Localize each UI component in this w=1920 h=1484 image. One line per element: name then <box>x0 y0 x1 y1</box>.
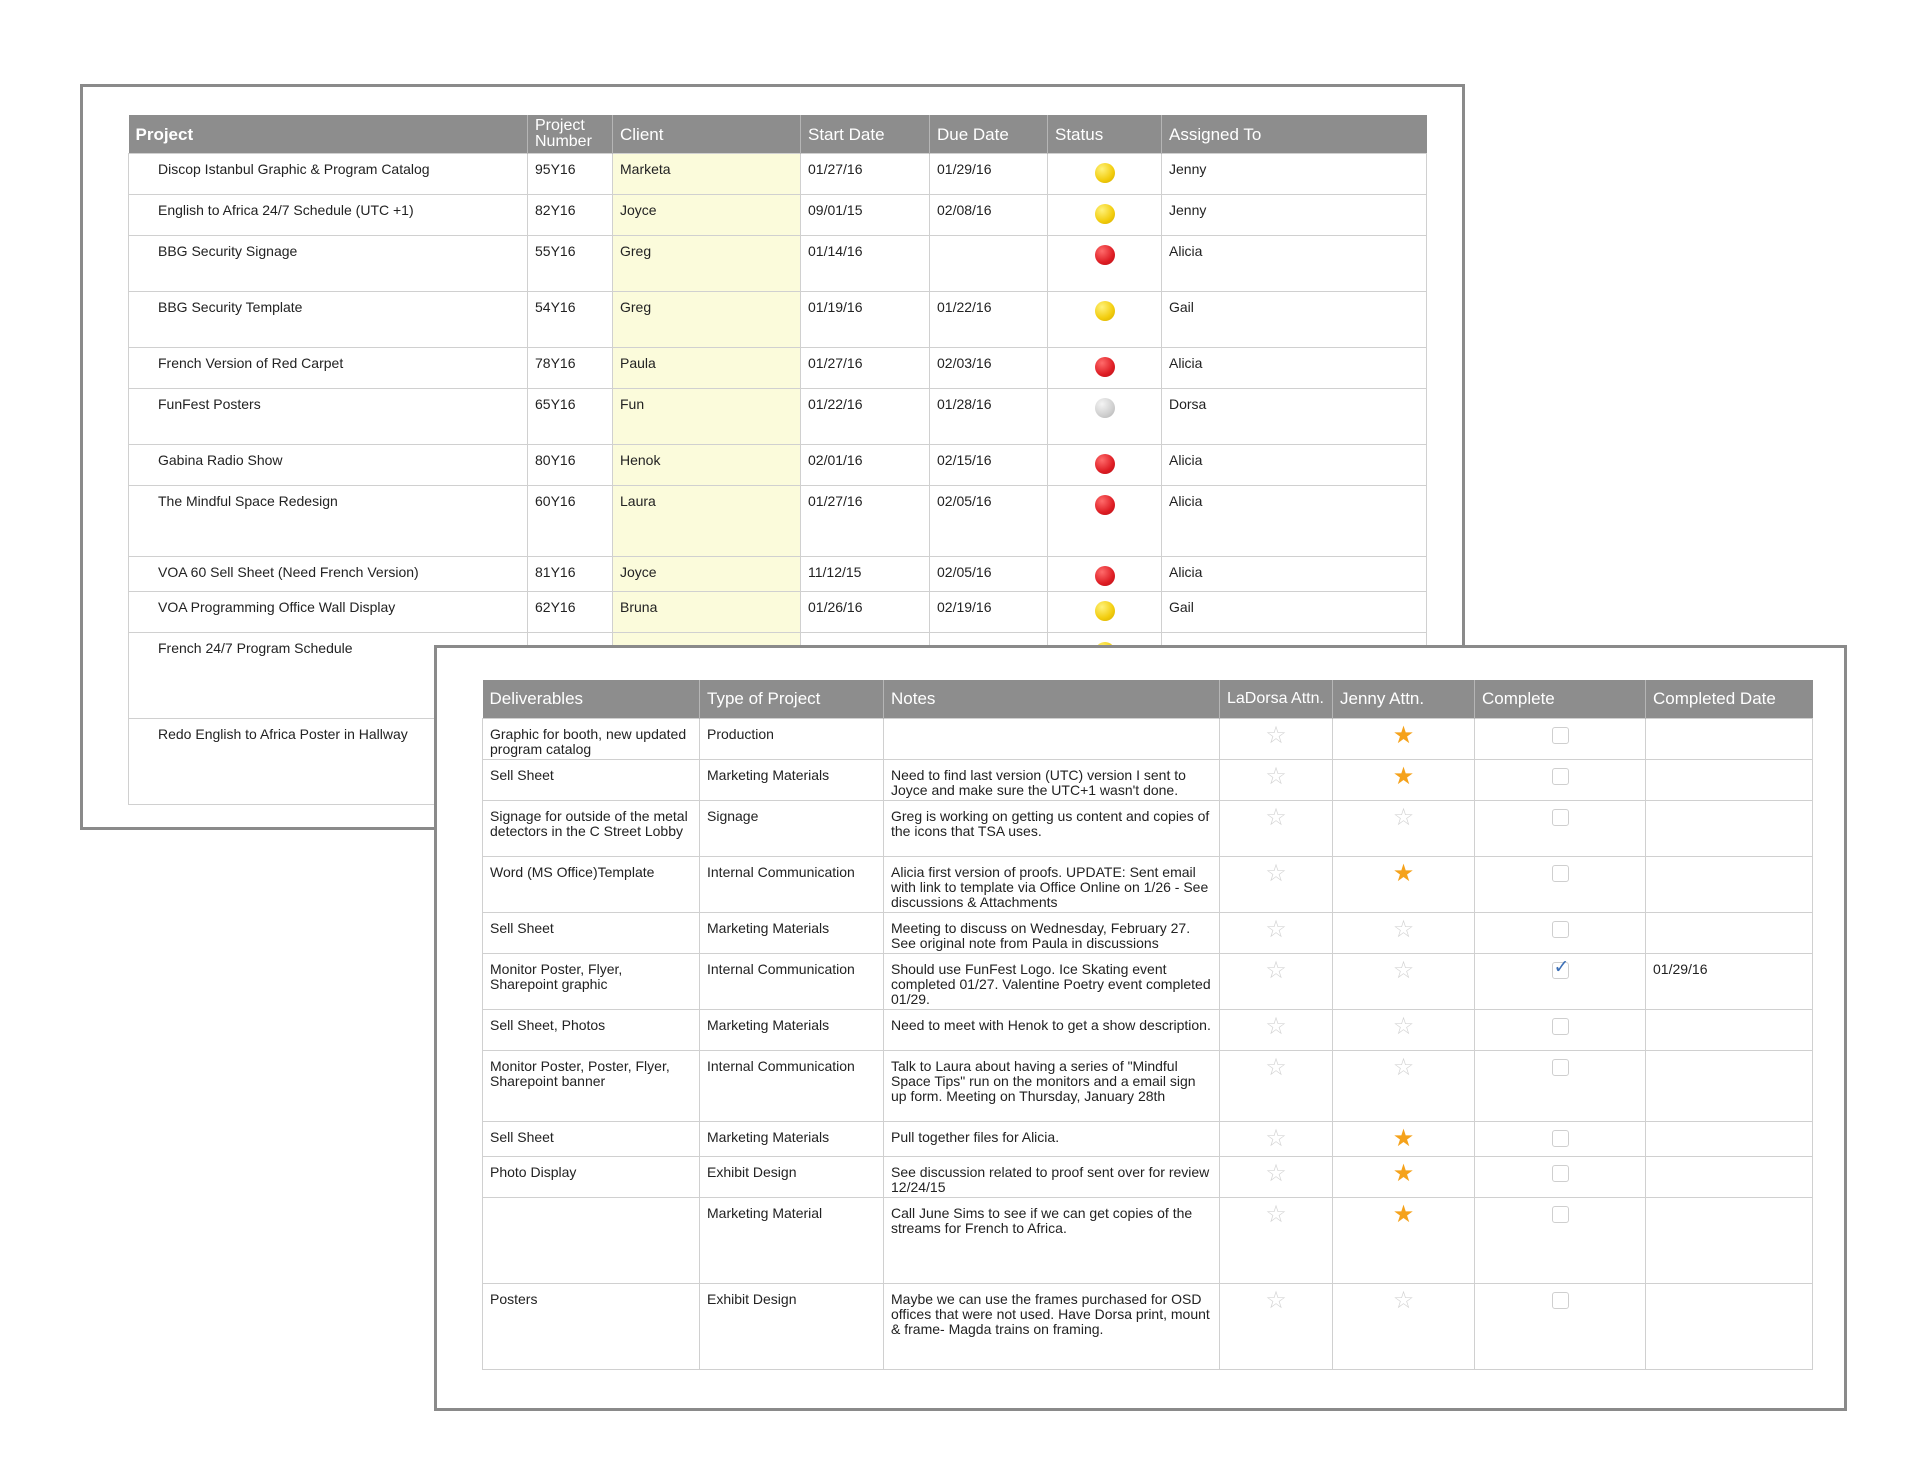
complete-cell <box>1475 800 1646 856</box>
jenny-attn-cell <box>1333 1197 1475 1283</box>
deliverables-table <box>482 680 1813 1370</box>
project-name-cell[interactable]: French Version of Red Carpet <box>129 348 528 389</box>
jenny-attn-cell <box>1333 1009 1475 1050</box>
deliverables-body <box>483 718 1813 1369</box>
complete-cell <box>1475 1156 1646 1197</box>
completed-date-cell[interactable] <box>1646 1121 1813 1156</box>
type-of-project-cell[interactable]: Internal Communication <box>700 1050 884 1121</box>
jenny-attn-cell <box>1333 1156 1475 1197</box>
checkbox-icon[interactable] <box>1552 727 1569 744</box>
header-type-of-project[interactable]: Type of Project <box>700 680 884 718</box>
type-of-project-cell[interactable]: Signage <box>700 800 884 856</box>
status-dot-icon <box>1095 601 1115 621</box>
header-start-date[interactable]: Start Date <box>801 115 930 154</box>
due-date-cell[interactable]: 02/19/16 <box>930 592 1048 633</box>
checkmark-icon: ✓ <box>1553 956 1570 978</box>
status-dot-icon <box>1095 398 1115 418</box>
star-outline-icon[interactable]: ☆ <box>1265 1053 1287 1081</box>
status-cell[interactable] <box>1048 445 1162 486</box>
deliverable-cell[interactable]: Sell Sheet <box>483 759 700 800</box>
completed-date-cell[interactable] <box>1646 1156 1813 1197</box>
star-outline-icon[interactable]: ☆ <box>1265 762 1287 790</box>
notes-cell[interactable]: Alicia first version of proofs. UPDATE: Sent email with link to template via Office Online on 1/26 - See discussions & Attachments <box>884 856 1220 912</box>
completed-date-cell[interactable] <box>1646 718 1813 759</box>
completed-date-cell[interactable] <box>1646 1283 1813 1369</box>
assigned-to-cell[interactable]: Alicia <box>1162 486 1427 557</box>
status-dot-icon <box>1095 163 1115 183</box>
complete-cell <box>1475 856 1646 912</box>
type-of-project-cell[interactable]: Internal Communication <box>700 856 884 912</box>
status-dot-icon <box>1095 495 1115 515</box>
checkbox-icon[interactable] <box>1552 865 1569 882</box>
jenny-attn-cell <box>1333 1283 1475 1369</box>
deliverable-row[interactable] <box>483 1009 1813 1050</box>
assigned-to-cell[interactable]: Dorsa <box>1162 389 1427 445</box>
header-jenny-attn[interactable]: Jenny Attn. <box>1333 680 1475 718</box>
header-client[interactable]: Client <box>613 115 801 154</box>
star-filled-icon[interactable]: ★ <box>1392 1200 1415 1228</box>
deliverable-row[interactable] <box>483 800 1813 856</box>
complete-cell <box>1475 718 1646 759</box>
notes-cell[interactable]: See discussion related to proof sent over for review 12/24/15 <box>884 1156 1220 1197</box>
due-date-cell[interactable]: 02/15/16 <box>930 445 1048 486</box>
deliverable-cell[interactable]: Sell Sheet <box>483 912 700 953</box>
checkbox-icon[interactable] <box>1552 1018 1569 1035</box>
checkbox-icon[interactable] <box>1552 809 1569 826</box>
project-name-cell[interactable]: French 24/7 Program Schedule <box>129 633 528 719</box>
project-number-cell[interactable]: 81Y16 <box>528 557 613 592</box>
deliverable-cell[interactable]: Signage for outside of the metal detectors in the C Street Lobby <box>483 800 700 856</box>
notes-cell[interactable]: Should use FunFest Logo. Ice Skating event completed 01/27. Valentine Poetry event completed 01/29. <box>884 953 1220 1009</box>
deliverable-cell[interactable]: Photo Display <box>483 1156 700 1197</box>
status-cell[interactable] <box>1048 348 1162 389</box>
type-of-project-cell[interactable]: Marketing Materials <box>700 1009 884 1050</box>
deliverable-cell[interactable]: Sell Sheet <box>483 1121 700 1156</box>
project-name-cell[interactable]: BBG Security Template <box>129 292 528 348</box>
star-outline-icon[interactable]: ☆ <box>1265 1159 1287 1187</box>
start-date-cell[interactable]: 01/26/16 <box>801 592 930 633</box>
status-cell[interactable] <box>1048 195 1162 236</box>
complete-cell <box>1475 1050 1646 1121</box>
deliverable-row[interactable] <box>483 1156 1813 1197</box>
jenny-attn-cell <box>1333 1121 1475 1156</box>
header-deliverables[interactable]: Deliverables <box>483 680 700 718</box>
project-name-cell[interactable]: VOA 60 Sell Sheet (Need French Version) <box>129 557 528 592</box>
ladorsa-attn-cell <box>1220 912 1333 953</box>
assigned-to-cell[interactable]: Alicia <box>1162 348 1427 389</box>
star-outline-icon[interactable]: ☆ <box>1392 803 1415 831</box>
jenny-attn-cell <box>1333 912 1475 953</box>
project-number-cell[interactable]: 65Y16 <box>528 389 613 445</box>
complete-cell <box>1475 953 1646 1009</box>
complete-cell <box>1475 1009 1646 1050</box>
status-dot-icon <box>1095 566 1115 586</box>
start-date-cell[interactable]: 01/27/16 <box>801 348 930 389</box>
project-number-cell[interactable]: 62Y16 <box>528 592 613 633</box>
start-date-cell[interactable]: 01/27/16 <box>801 154 930 195</box>
deliverable-row[interactable] <box>483 1121 1813 1156</box>
due-date-cell[interactable]: 02/05/16 <box>930 486 1048 557</box>
type-of-project-cell[interactable]: Marketing Material <box>700 1197 884 1283</box>
project-name-cell[interactable]: The Mindful Space Redesign <box>129 486 528 557</box>
star-outline-icon[interactable]: ☆ <box>1265 1124 1287 1152</box>
project-row[interactable] <box>129 195 1427 236</box>
complete-cell <box>1475 759 1646 800</box>
project-row[interactable] <box>129 486 1427 557</box>
project-number-cell[interactable]: 54Y16 <box>528 292 613 348</box>
status-cell[interactable] <box>1048 557 1162 592</box>
status-dot-icon <box>1095 454 1115 474</box>
star-outline-icon[interactable]: ☆ <box>1265 859 1287 887</box>
type-of-project-cell[interactable]: Marketing Materials <box>700 759 884 800</box>
deliverable-cell[interactable]: Posters <box>483 1283 700 1369</box>
complete-cell <box>1475 912 1646 953</box>
star-outline-icon[interactable]: ☆ <box>1392 915 1415 943</box>
ladorsa-attn-cell <box>1220 1197 1333 1283</box>
deliverable-cell[interactable]: Monitor Poster, Flyer, Sharepoint graphic <box>483 953 700 1009</box>
project-row[interactable] <box>129 389 1427 445</box>
client-cell[interactable]: Bruna <box>613 592 801 633</box>
project-row[interactable] <box>129 292 1427 348</box>
checkbox-icon[interactable] <box>1552 1130 1569 1147</box>
completed-date-cell[interactable]: 01/29/16 <box>1646 953 1813 1009</box>
project-name-cell[interactable]: FunFest Posters <box>129 389 528 445</box>
deliverable-row[interactable] <box>483 953 1813 1009</box>
start-date-cell[interactable]: 01/27/16 <box>801 486 930 557</box>
jenny-attn-cell <box>1333 953 1475 1009</box>
client-cell[interactable]: Henok <box>613 445 801 486</box>
deliverable-row[interactable] <box>483 718 1813 759</box>
status-dot-icon <box>1095 204 1115 224</box>
assigned-to-cell[interactable]: Alicia <box>1162 445 1427 486</box>
start-date-cell[interactable]: 01/22/16 <box>801 389 930 445</box>
notes-cell[interactable] <box>884 718 1220 759</box>
deliverables-header-row <box>483 680 1813 718</box>
due-date-cell[interactable]: 01/29/16 <box>930 154 1048 195</box>
deliverable-row[interactable] <box>483 1197 1813 1283</box>
star-outline-icon[interactable]: ☆ <box>1392 956 1415 984</box>
status-cell[interactable] <box>1048 486 1162 557</box>
star-filled-icon[interactable]: ★ <box>1392 1159 1415 1187</box>
assigned-to-cell[interactable]: Alicia <box>1162 236 1427 292</box>
projects-header-row <box>129 115 1427 154</box>
star-outline-icon[interactable]: ☆ <box>1392 1012 1415 1040</box>
ladorsa-attn-cell <box>1220 1050 1333 1121</box>
notes-cell[interactable]: Greg is working on getting us content and copies of the icons that TSA uses. <box>884 800 1220 856</box>
completed-date-cell[interactable] <box>1646 1009 1813 1050</box>
deliverable-row[interactable] <box>483 912 1813 953</box>
completed-date-cell[interactable] <box>1646 912 1813 953</box>
status-cell[interactable] <box>1048 389 1162 445</box>
header-notes[interactable]: Notes <box>884 680 1220 718</box>
client-cell[interactable]: Paula <box>613 348 801 389</box>
client-cell[interactable]: Marketa <box>613 154 801 195</box>
due-date-cell[interactable] <box>930 236 1048 292</box>
ladorsa-attn-cell <box>1220 800 1333 856</box>
client-cell[interactable]: Joyce <box>613 195 801 236</box>
checkbox-icon[interactable] <box>1552 768 1569 785</box>
start-date-cell[interactable]: 11/12/15 <box>801 557 930 592</box>
jenny-attn-cell <box>1333 1050 1475 1121</box>
type-of-project-cell[interactable]: Internal Communication <box>700 953 884 1009</box>
project-number-cell[interactable]: 55Y16 <box>528 236 613 292</box>
header-status[interactable]: Status <box>1048 115 1162 154</box>
type-of-project-cell[interactable]: Exhibit Design <box>700 1156 884 1197</box>
notes-cell[interactable]: Call June Sims to see if we can get copies of the streams for French to Africa. <box>884 1197 1220 1283</box>
assigned-to-cell[interactable]: Jenny <box>1162 195 1427 236</box>
star-outline-icon[interactable]: ☆ <box>1392 1053 1415 1081</box>
complete-cell <box>1475 1197 1646 1283</box>
client-cell[interactable]: Fun <box>613 389 801 445</box>
notes-cell[interactable]: Pull together files for Alicia. <box>884 1121 1220 1156</box>
project-row[interactable] <box>129 236 1427 292</box>
assigned-to-cell[interactable]: Gail <box>1162 292 1427 348</box>
project-number-cell[interactable]: 78Y16 <box>528 348 613 389</box>
project-row[interactable] <box>129 348 1427 389</box>
star-outline-icon[interactable]: ☆ <box>1265 1286 1287 1314</box>
notes-cell[interactable]: Talk to Laura about having a series of "Mindful Space Tips" run on the monitors and a email sign up form. Meeting on Thursday, January 28th <box>884 1050 1220 1121</box>
star-filled-icon[interactable]: ★ <box>1392 762 1415 790</box>
jenny-attn-cell <box>1333 718 1475 759</box>
jenny-attn-cell <box>1333 800 1475 856</box>
status-dot-icon <box>1095 301 1115 321</box>
deliverable-cell[interactable]: Sell Sheet, Photos <box>483 1009 700 1050</box>
type-of-project-cell[interactable]: Production <box>700 718 884 759</box>
project-row[interactable] <box>129 445 1427 486</box>
checkbox-icon[interactable] <box>1552 921 1569 938</box>
status-dot-icon <box>1095 245 1115 265</box>
type-of-project-cell[interactable]: Exhibit Design <box>700 1283 884 1369</box>
project-name-cell[interactable]: BBG Security Signage <box>129 236 528 292</box>
completed-date-cell[interactable] <box>1646 1050 1813 1121</box>
start-date-cell[interactable]: 01/14/16 <box>801 236 930 292</box>
project-name-cell[interactable]: Redo English to Africa Poster in Hallway <box>129 719 528 805</box>
client-cell[interactable]: Joyce <box>613 557 801 592</box>
ladorsa-attn-cell <box>1220 1009 1333 1050</box>
header-complete[interactable]: Complete <box>1475 680 1646 718</box>
due-date-cell[interactable]: 02/03/16 <box>930 348 1048 389</box>
star-outline-icon[interactable]: ☆ <box>1265 1012 1287 1040</box>
ladorsa-attn-cell <box>1220 1283 1333 1369</box>
project-name-cell[interactable]: VOA Programming Office Wall Display <box>129 592 528 633</box>
start-date-cell[interactable]: 09/01/15 <box>801 195 930 236</box>
header-project-number[interactable]: Project Number <box>528 115 613 154</box>
deliverable-row[interactable] <box>483 759 1813 800</box>
status-cell[interactable] <box>1048 592 1162 633</box>
start-date-cell[interactable]: 01/19/16 <box>801 292 930 348</box>
type-of-project-cell[interactable]: Marketing Materials <box>700 1121 884 1156</box>
ladorsa-attn-cell <box>1220 718 1333 759</box>
star-outline-icon[interactable]: ☆ <box>1265 721 1287 749</box>
star-filled-icon[interactable]: ★ <box>1392 721 1415 749</box>
client-cell[interactable]: Laura <box>613 486 801 557</box>
header-ladorsa-attn[interactable]: LaDorsa Attn. <box>1220 680 1333 718</box>
star-filled-icon[interactable]: ★ <box>1392 859 1415 887</box>
deliverable-row[interactable] <box>483 1283 1813 1369</box>
star-outline-icon[interactable]: ☆ <box>1392 1286 1415 1314</box>
ladorsa-attn-cell <box>1220 953 1333 1009</box>
header-completed-date[interactable]: Completed Date <box>1646 680 1813 718</box>
status-dot-icon <box>1095 357 1115 377</box>
due-date-cell[interactable]: 02/08/16 <box>930 195 1048 236</box>
completed-date-cell[interactable] <box>1646 759 1813 800</box>
checkbox-icon[interactable] <box>1552 956 1570 979</box>
complete-cell <box>1475 1121 1646 1156</box>
deliverable-cell[interactable]: Monitor Poster, Poster, Flyer, Sharepoint banner <box>483 1050 700 1121</box>
notes-cell[interactable]: Need to find last version (UTC) version I sent to Joyce and make sure the UTC+1 wasn't done. <box>884 759 1220 800</box>
ladorsa-attn-cell <box>1220 856 1333 912</box>
ladorsa-attn-cell <box>1220 1156 1333 1197</box>
completed-date-cell[interactable] <box>1646 856 1813 912</box>
completed-date-cell[interactable] <box>1646 800 1813 856</box>
checkbox-icon[interactable] <box>1552 1206 1569 1223</box>
start-date-cell[interactable]: 02/01/16 <box>801 445 930 486</box>
assigned-to-cell[interactable]: Alicia <box>1162 557 1427 592</box>
status-cell[interactable] <box>1048 292 1162 348</box>
deliverable-cell[interactable] <box>483 1197 700 1283</box>
project-name-cell[interactable]: English to Africa 24/7 Schedule (UTC +1) <box>129 195 528 236</box>
client-cell[interactable]: Greg <box>613 292 801 348</box>
star-outline-icon[interactable]: ☆ <box>1265 915 1287 943</box>
notes-cell[interactable]: Need to meet with Henok to get a show description. <box>884 1009 1220 1050</box>
due-date-cell[interactable]: 01/28/16 <box>930 389 1048 445</box>
notes-cell[interactable]: Maybe we can use the frames purchased for OSD offices that were not used. Have Dorsa print, mount & frame- Magda trains on framing. <box>884 1283 1220 1369</box>
deliverable-row[interactable] <box>483 1050 1813 1121</box>
deliverable-cell[interactable]: Word (MS Office)Template <box>483 856 700 912</box>
client-cell[interactable]: Greg <box>613 236 801 292</box>
status-cell[interactable] <box>1048 236 1162 292</box>
type-of-project-cell[interactable]: Marketing Materials <box>700 912 884 953</box>
checkbox-icon[interactable] <box>1552 1059 1569 1076</box>
project-number-cell[interactable]: 80Y16 <box>528 445 613 486</box>
checkbox-icon[interactable] <box>1552 1292 1569 1309</box>
star-outline-icon[interactable]: ☆ <box>1265 956 1287 984</box>
header-assigned-to[interactable]: Assigned To <box>1162 115 1427 154</box>
jenny-attn-cell <box>1333 759 1475 800</box>
project-name-cell[interactable]: Discop Istanbul Graphic & Program Catalog <box>129 154 528 195</box>
header-project[interactable]: Project <box>129 115 528 154</box>
project-row[interactable] <box>129 592 1427 633</box>
due-date-cell[interactable]: 01/22/16 <box>930 292 1048 348</box>
notes-cell[interactable]: Meeting to discuss on Wednesday, February 27. See original note from Paula in discussions <box>884 912 1220 953</box>
project-number-cell[interactable]: 60Y16 <box>528 486 613 557</box>
project-number-cell[interactable]: 95Y16 <box>528 154 613 195</box>
deliverable-cell[interactable]: Graphic for booth, new updated program catalog <box>483 718 700 759</box>
ladorsa-attn-cell <box>1220 1121 1333 1156</box>
assigned-to-cell[interactable]: Jenny <box>1162 154 1427 195</box>
jenny-attn-cell <box>1333 856 1475 912</box>
completed-date-cell[interactable] <box>1646 1197 1813 1283</box>
deliverable-row[interactable] <box>483 856 1813 912</box>
header-due-date[interactable]: Due Date <box>930 115 1048 154</box>
project-row[interactable] <box>129 557 1427 592</box>
status-cell[interactable] <box>1048 154 1162 195</box>
checkbox-icon[interactable] <box>1552 1165 1569 1182</box>
complete-cell <box>1475 1283 1646 1369</box>
star-outline-icon[interactable]: ☆ <box>1265 803 1287 831</box>
project-row[interactable] <box>129 154 1427 195</box>
deliverables-sheet <box>434 645 1847 1411</box>
project-number-cell[interactable]: 82Y16 <box>528 195 613 236</box>
star-filled-icon[interactable]: ★ <box>1392 1124 1415 1152</box>
ladorsa-attn-cell <box>1220 759 1333 800</box>
star-outline-icon[interactable]: ☆ <box>1265 1200 1287 1228</box>
project-name-cell[interactable]: Gabina Radio Show <box>129 445 528 486</box>
due-date-cell[interactable]: 02/05/16 <box>930 557 1048 592</box>
assigned-to-cell[interactable]: Gail <box>1162 592 1427 633</box>
